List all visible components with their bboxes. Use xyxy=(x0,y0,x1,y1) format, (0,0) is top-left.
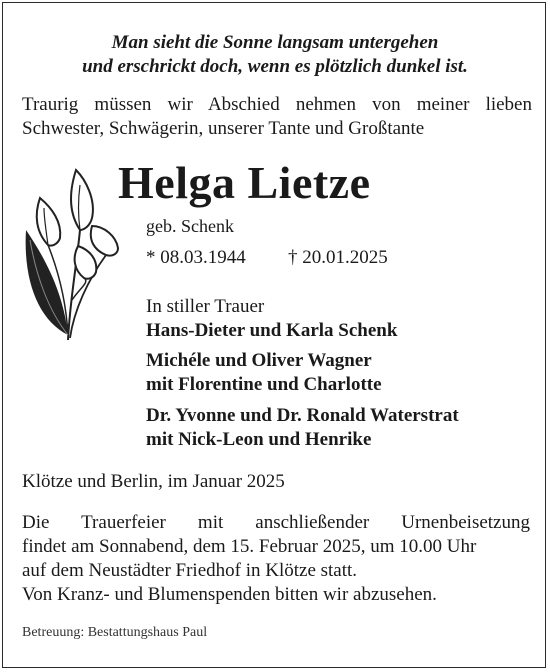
mourner-group-3-line-2: mit Nick-Leon und Henrike xyxy=(146,429,372,450)
service-notice-line-3: auf dem Neustädter Friedhof in Klötze statt. xyxy=(22,560,358,581)
mourner-group-2-line-2: mit Florentine und Charlotte xyxy=(146,374,382,395)
deceased-name: Helga Lietze xyxy=(118,157,371,208)
mourners-heading: In stiller Trauer xyxy=(146,296,265,317)
motto-line-1: Man sieht die Sonne langsam untergehen xyxy=(111,32,439,53)
intro-line-1: Traurig müssen wir Abschied nehmen von meiner lieben xyxy=(22,94,532,115)
intro-line-2: Schwester, Schwägerin, unserer Tante und Großtante xyxy=(22,118,425,139)
service-notice-line-1: Die Trauerfeier mit anschließender Urnenbeisetzung xyxy=(22,512,530,533)
funeral-home-credit: Betreuung: Bestattungshaus Paul xyxy=(22,625,208,640)
service-notice-line-2: findet am Sonnabend, dem 15. Februar 2025, um 10.00 Uhr xyxy=(22,536,477,557)
death-date: † 20.01.2025 xyxy=(288,247,388,268)
birth-date: * 08.03.1944 xyxy=(146,247,246,268)
mourner-group-3-line-1: Dr. Yvonne und Dr. Ronald Waterstrat xyxy=(146,405,459,426)
place-and-date: Klötze und Berlin, im Januar 2025 xyxy=(22,471,285,492)
birth-name: geb. Schenk xyxy=(146,216,234,236)
service-notice-line-4: Von Kranz- und Blumenspenden bitten wir abzusehen. xyxy=(22,584,437,605)
mourner-group-1: Hans-Dieter und Karla Schenk xyxy=(146,320,398,341)
calla-lily-icon xyxy=(18,160,123,345)
mourner-group-2-line-1: Michéle und Oliver Wagner xyxy=(146,350,372,371)
motto-line-2: und erschrickt doch, wenn es plötzlich dunkel ist. xyxy=(82,56,468,77)
